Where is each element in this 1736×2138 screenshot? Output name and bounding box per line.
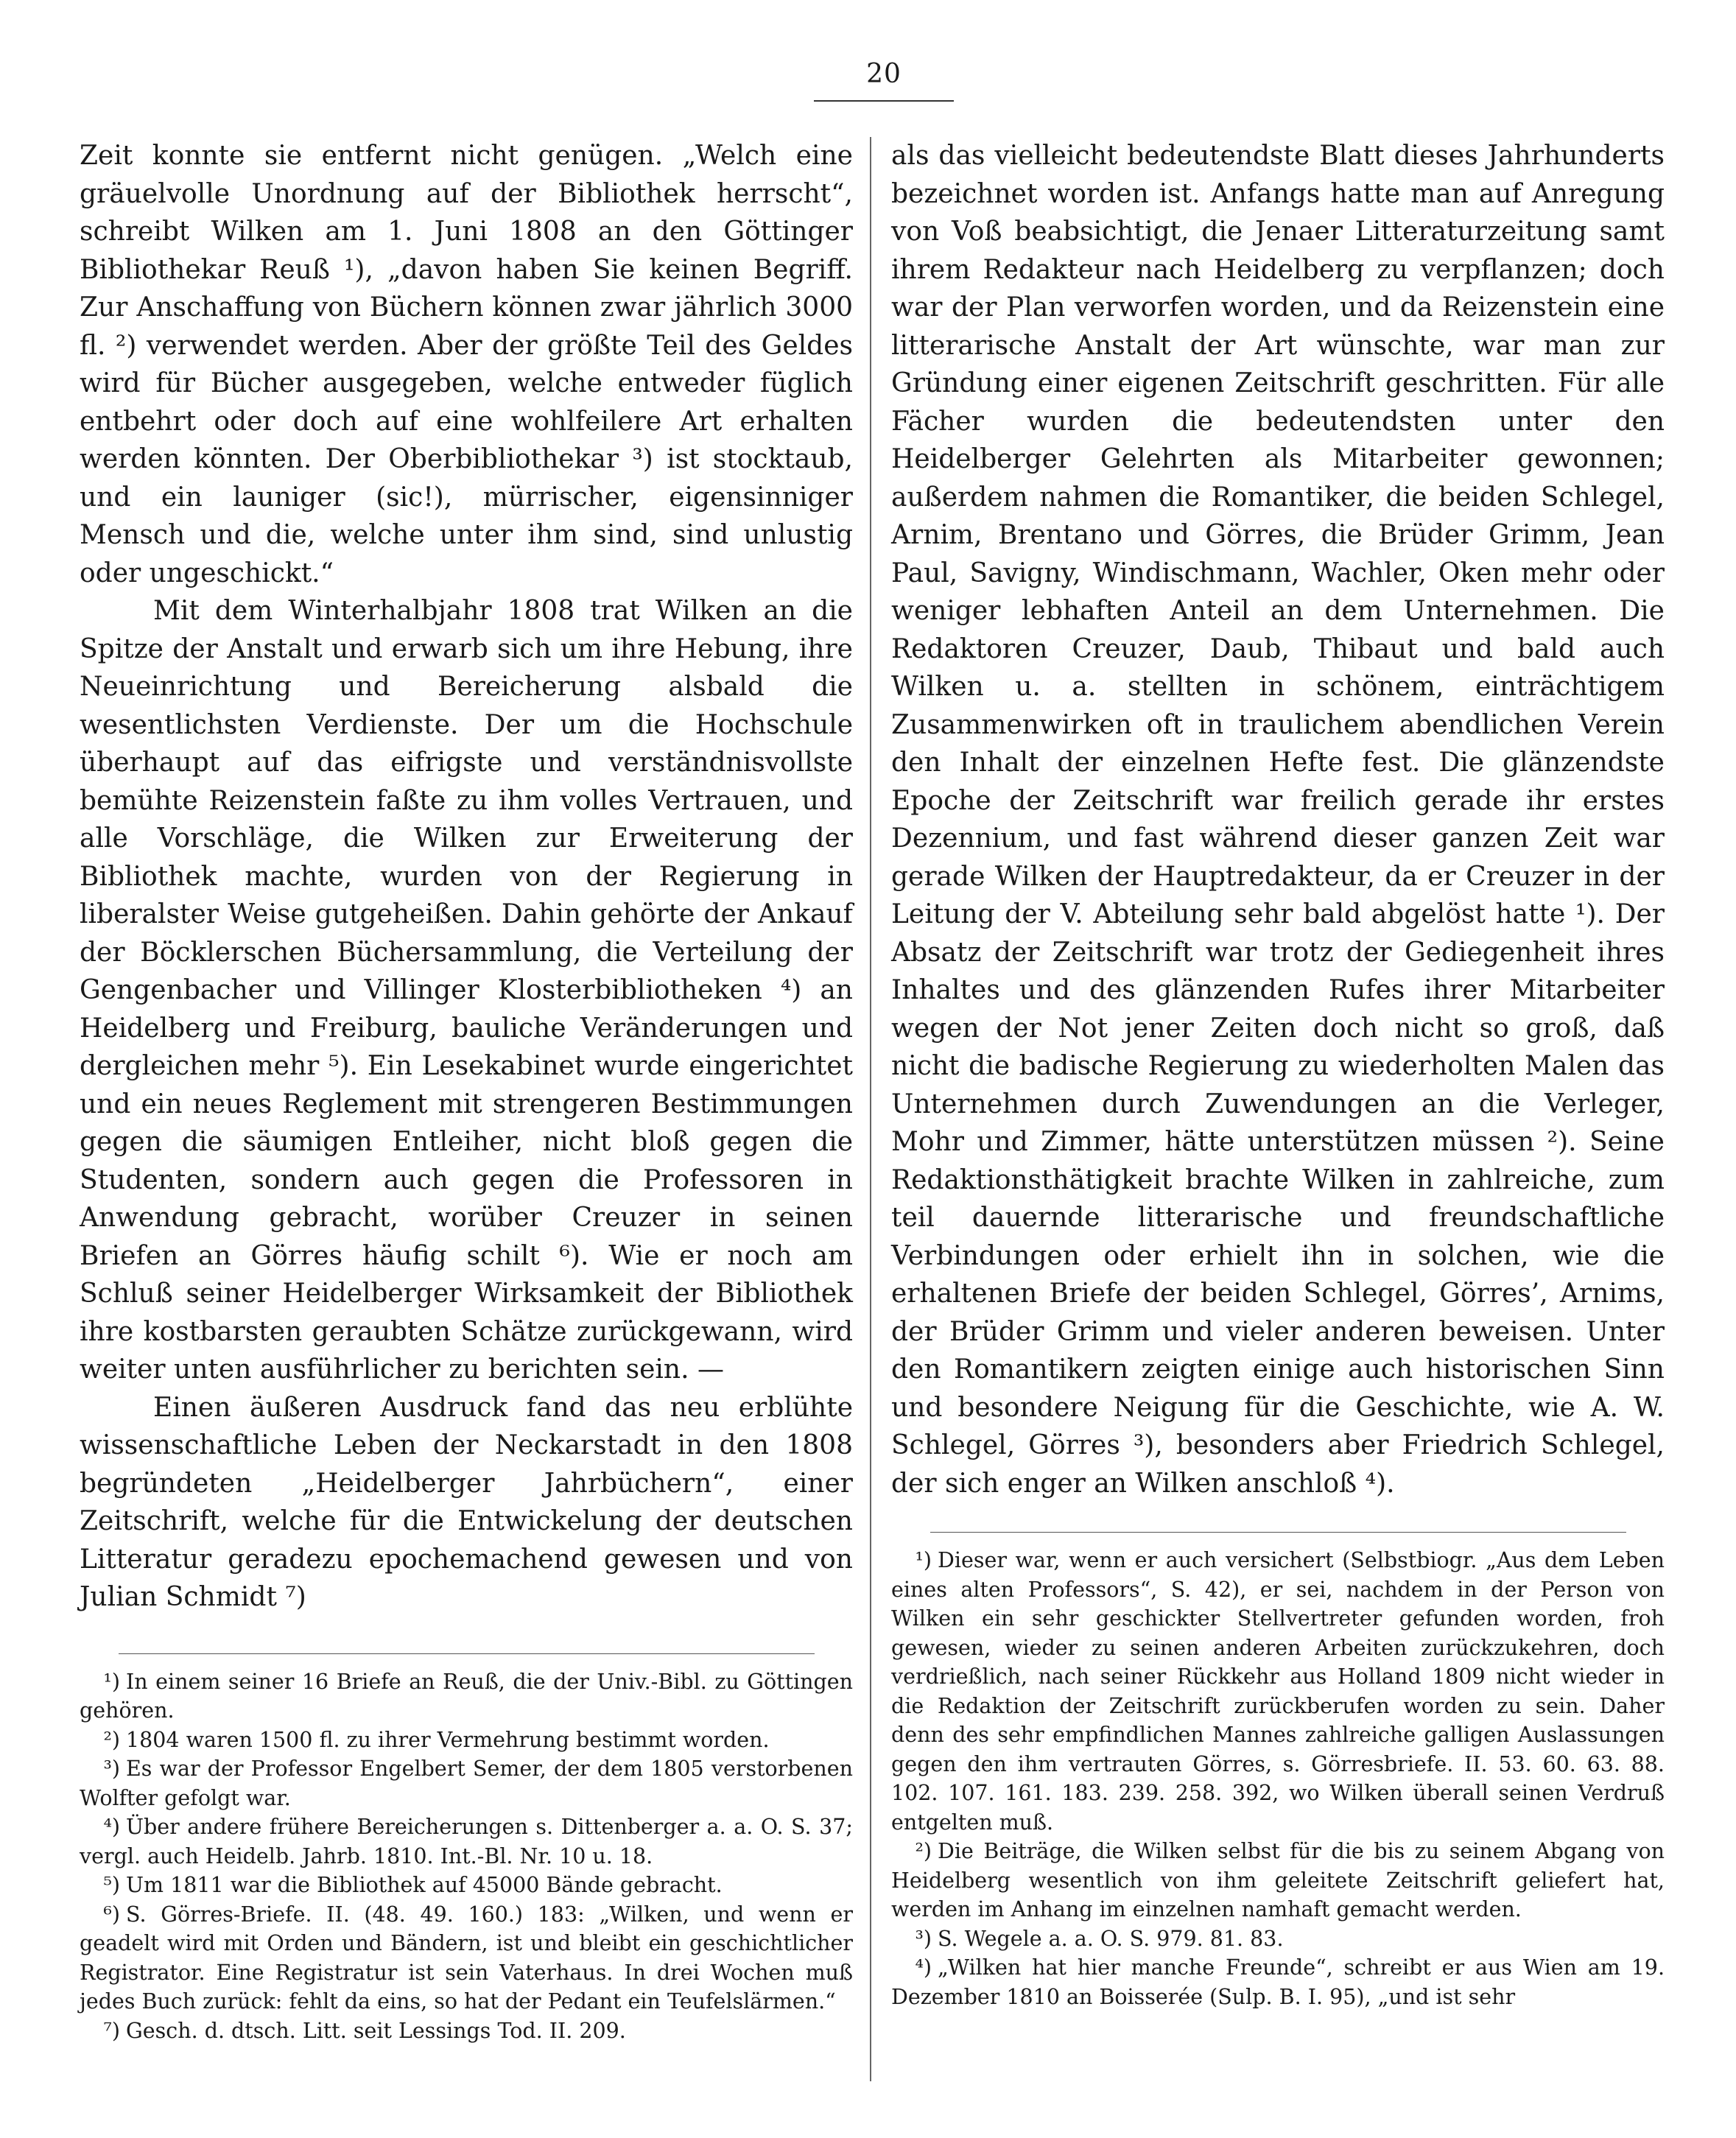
right-column: [891, 137, 1665, 2011]
left-column: [80, 137, 853, 2045]
right-footnotes: [891, 1546, 1665, 2011]
footnote-text: Die Beiträge, die Wilken selbst für die bis zu seinem Abgang von Heidelberg wesentlich von ihm geleitete Zeitschrift geliefert hat, werden im Anhang im einzelnen namhaft gemacht werden.: [891, 1839, 1665, 1921]
footnote-text: Über andere frühere Bereicherungen s. Dittenberger a. a. O. S. 37; vergl. auch Heidelb. Jahrb. 1810. Int.-Bl. Nr. 10 u. 18.: [80, 1815, 853, 1868]
footnote-item: [80, 2016, 853, 2046]
footnote-item: [80, 1812, 853, 1871]
footnote-text: „Wilken hat hier manche Freunde“, schreibt er aus Wien am 19. Dezember 1810 an Boisserée (Sulp. B. I. 95), „und ist sehr: [891, 1955, 1665, 2009]
left-body-text: [80, 137, 853, 1617]
footnote-text: In einem seiner 16 Briefe an Reuß, die der Univ.-Bibl. zu Göttingen gehören.: [80, 1669, 853, 1723]
footnote-number: ²): [915, 1839, 932, 1863]
footnote-item: [891, 1924, 1665, 1954]
right-body-text: [891, 137, 1665, 1502]
left-paragraph-1: Zeit konnte sie entfernt nicht genügen. „Welch eine gräuelvolle Unordnung auf der Bibliothek herrscht“, schreibt Wilken am 1. Juni 1808 an den Göttinger Bibliothekar Reuß ¹), „davon haben Sie keinen Begriff. Zur Anschaffung von Büchern können zwar jährlich 3000 fl. ²) verwendet werden. Aber der größte Teil des Geldes wird für Bücher ausgegeben, welche entweder füglich entbehrt oder doch auf eine wohlfeilere Art erhalten werden könnten. Der Oberbibliothekar ³) ist stocktaub, und ein launiger (sic!), mürrischer, eigensinniger Mensch und die, welche unter ihm sind, sind unlustig oder ungeschickt.“: [80, 141, 853, 588]
footnote-text: Gesch. d. dtsch. Litt. seit Lessings Tod. II. 209.: [126, 2018, 626, 2043]
page-number: 20: [866, 59, 902, 89]
footnote-text: Um 1811 war die Bibliothek auf 45000 Bände gebracht.: [126, 1873, 723, 1897]
footnote-item: [80, 1726, 853, 1755]
footnote-item: [891, 1837, 1665, 1924]
footnote-text: S. Wegele a. a. O. S. 979. 81. 83.: [938, 1926, 1284, 1951]
footnote-text: S. Görres-Briefe. II. (48. 49. 160.) 183: „Wilken, und wenn er geadelt wird mit Orden und Bändern, ist und bleibt ein geschichtlicher Registrator. Eine Registratur ist sein Vaterhaus. In drei Wochen muß jedes Buch zurück: fehlt da eins, so hat der Pedant ein Teufelslärmen.“: [80, 1902, 853, 2014]
right-footnote-rule: [930, 1532, 1626, 1533]
left-paragraph-2: Mit dem Winterhalbjahr 1808 trat Wilken an die Spitze der Anstalt und erwarb sich um ihre Hebung, ihre Neueinrichtung und Bereicherung alsbald die wesentlichsten Verdienste. Der um die Hochschule überhaupt auf das eifrigste und verständnisvollste bemühte Reizenstein faßte zu ihm volles Vertrauen, und alle Vorschläge, die Wilken zur Erweiterung der Bibliothek machte, wurden von der Regierung in liberalster Weise gutgeheißen. Dahin gehörte der Ankauf der Böcklerschen Büchersammlung, die Verteilung der Gengenbacher und Villinger Klosterbibliotheken ⁴) an Heidelberg und Freiburg, bauliche Veränderungen und dergleichen mehr ⁵). Ein Lesekabinet wurde eingerichtet und ein neues Reglement mit strengeren Bestimmungen gegen die säumigen Entleiher, nicht bloß gegen die Studenten, sondern auch gegen die Professoren in Anwendung gebracht, worüber Creuzer in seinen Briefen an Görres häufig schilt ⁶). Wie er noch am Schluß seiner Heidelberger Wirksamkeit der Bibliothek ihre kostbarsten geraubten Schätze zurückgewann, wird weiter unten ausführlicher zu berichten sein. —: [80, 596, 853, 1385]
left-paragraph-3: Einen äußeren Ausdruck fand das neu erblühte wissenschaftliche Leben der Neckarstadt in den 1808 begründeten „Heidelberger Jahrbüchern“, einer Zeitschrift, welche für die Entwickelung der deutschen Litteratur geradezu epochemachend gewesen und von Julian Schmidt ⁷): [80, 1392, 853, 1612]
header-rule: [814, 100, 954, 102]
footnote-number: ⁶): [103, 1902, 120, 1927]
footnote-item: [80, 1754, 853, 1812]
footnote-number: ³): [915, 1926, 932, 1951]
footnote-number: ⁵): [103, 1873, 120, 1897]
footnote-item: [891, 1953, 1665, 2011]
footnote-number: ¹): [103, 1669, 120, 1694]
footnote-item: [80, 1900, 853, 2016]
footnote-text: Dieser war, wenn er auch versichert (Selbstbiogr. „Aus dem Leben eines alten Professors“, S. 42), er sei, nachdem in der Person von Wilken ein sehr geschickter Stellvertreter gefunden worden, froh gewesen, wieder zu seinen anderen Arbeiten zurückzukehren, doch verdrießlich, nach seiner Rückkehr aus Holland 1809 nicht wieder in die Redaktion der Zeitschrift zurückberufen worden zu sein. Daher denn des sehr empfindlichen Mannes zahlreiche galligen Auslassungen gegen den ihm vertrauten Görres, s. Görresbriefe. II. 53. 60. 63. 88. 102. 107. 161. 183. 239. 258. 392, wo Wilken überall seinen Verdruß entgelten muß.: [891, 1548, 1665, 1835]
footnote-text: 1804 waren 1500 fl. zu ihrer Vermehrung bestimmt worden.: [126, 1727, 770, 1752]
footnote-number: ³): [103, 1757, 120, 1781]
right-paragraph-1: als das vielleicht bedeutendste Blatt dieses Jahrhunderts bezeichnet worden ist. Anfangs hatte man auf Anregung von Voß beabsichtigt, die Jenaer Litteraturzeitung samt ihrem Redakteur nach Heidelberg zu verpflanzen; doch war der Plan verworfen worden, und da Reizenstein eine litterarische Anstalt der Art wünschte, war man zur Gründung einer eigenen Zeitschrift geschritten. Für alle Fächer wurden die bedeutendsten unter den Heidelberger Gelehrten als Mitarbeiter gewonnen; außerdem nahmen die Romantiker, die beiden Schlegel, Arnim, Brentano und Görres, die Brüder Grimm, Jean Paul, Savigny, Windischmann, Wachler, Oken mehr oder weniger lebhaften Anteil an dem Unternehmen. Die Redaktoren Creuzer, Daub, Thibaut und bald auch Wilken u. a. stellten in schönem, einträchtigem Zusammenwirken oft in traulichem abendlichen Verein den Inhalt der einzelnen Hefte fest. Die glänzendste Epoche der Zeitschrift war freilich gerade ihr erstes Dezennium, und fast während dieser ganzen Zeit war gerade Wilken der Hauptredakteur, da er Creuzer in der Leitung der V. Abteilung sehr bald abgelöst hatte ¹). Der Absatz der Zeitschrift war trotz der Gediegenheit ihres Inhaltes und des glänzenden Rufes ihrer Mitarbeiter wegen der Not jener Zeiten doch nicht so groß, daß nicht die badische Regierung zu wiederholten Malen das Unternehmen durch Zuwendungen an die Verleger, Mohr und Zimmer, hätte unterstützen müssen ²). Seine Redaktionsthätigkeit brachte Wilken in zahlreiche, zum teil dauernde litterarische und freundschaftliche Verbindungen oder erhielt ihn in solchen, wie die erhaltenen Briefe der beiden Schlegel, Görres’, Arnims, der Brüder Grimm und vieler anderen beweisen. Unter den Romantikern zeigten einige auch historischen Sinn und besondere Neigung für die Geschichte, wie A. W. Schlegel, Görres ³), besonders aber Friedrich Schlegel, der sich enger an Wilken anschloß ⁴).: [891, 141, 1665, 1499]
footnote-number: ¹): [915, 1548, 932, 1572]
footnote-item: [80, 1667, 853, 1726]
footnote-number: ⁴): [915, 1955, 932, 1980]
column-divider: [870, 137, 871, 2081]
footnote-number: ⁷): [103, 2018, 120, 2043]
footnote-text: Es war der Professor Engelbert Semer, der dem 1805 verstorbenen Wolfter gefolgt war.: [80, 1757, 853, 1810]
footnote-item: [80, 1871, 853, 1900]
footnote-number: ²): [103, 1727, 120, 1752]
footnote-number: ⁴): [103, 1815, 120, 1839]
footnote-item: [891, 1546, 1665, 1837]
left-footnotes: [80, 1667, 853, 2046]
left-footnote-rule: [119, 1653, 815, 1654]
